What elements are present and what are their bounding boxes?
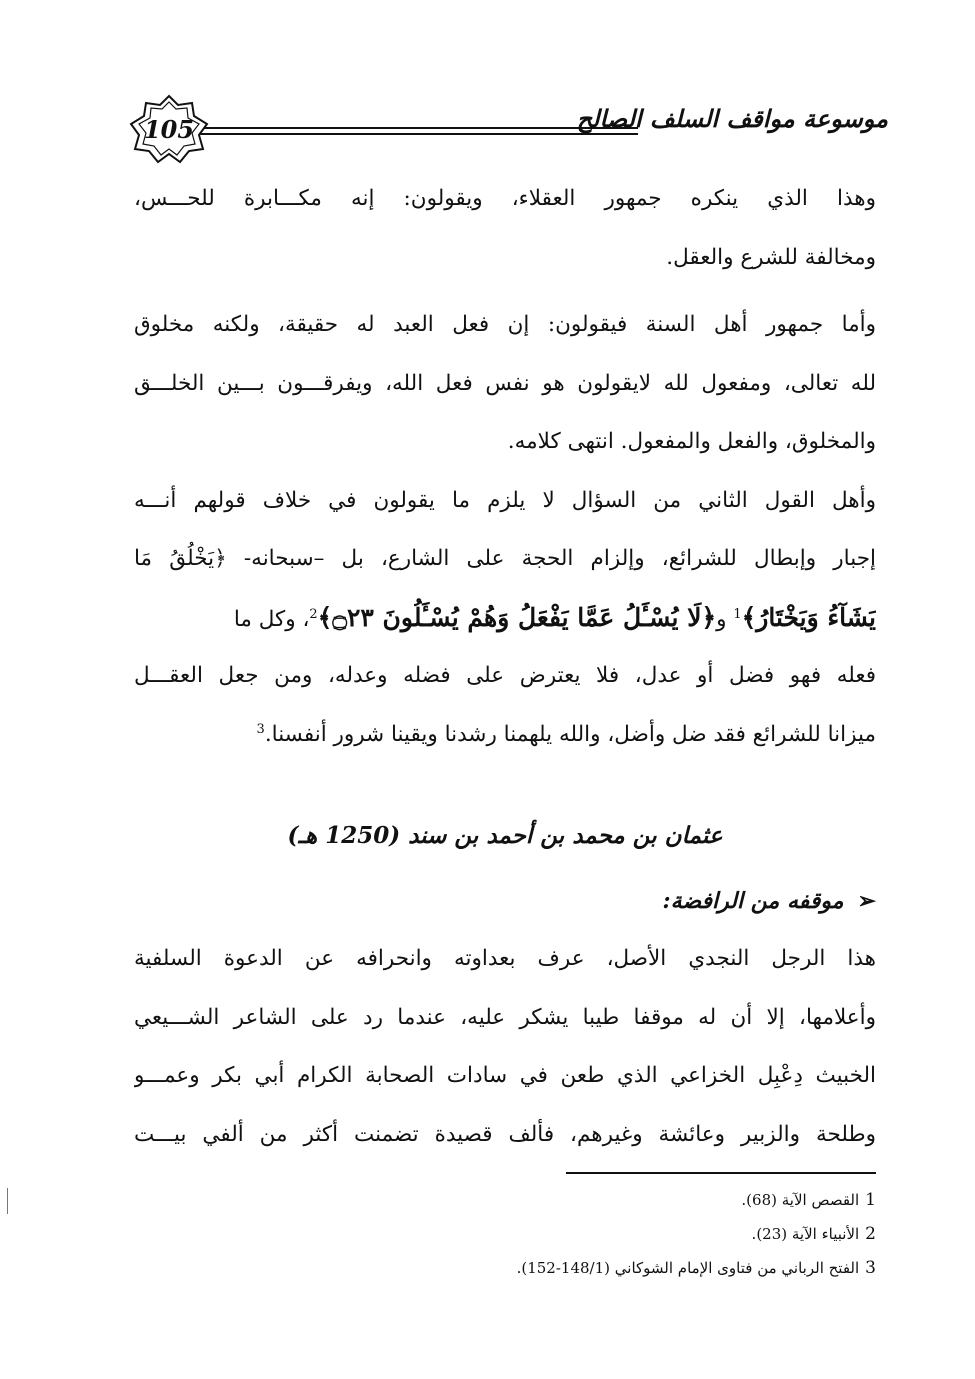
footnote-item (316, 1183, 876, 1217)
footnote-item (316, 1251, 876, 1285)
quran-verse: ﴿لَا يُسْـَٔلُ عَمَّا يَفْعَلُ وَهُمْ يُسْـَٔلُونَ ۝٢٣﴾ (317, 602, 717, 632)
text-line: وهذا الذي ينكره جمهور العقلاء، ويقولون: إنه مكـــابرة للحـــس، (134, 186, 876, 211)
text-line: وأما جمهور أهل السنة فيقولون: إن فعل العبد له حقيقة، ولكنه مخلوق (134, 312, 876, 337)
footnote-separator (566, 1172, 876, 1174)
footnote-number: 3 (865, 1258, 876, 1278)
footnote-text: القصص الآية (68). (741, 1191, 860, 1209)
page-number-badge (128, 94, 210, 164)
page-number: 105 (143, 115, 195, 144)
text-line: هذا الرجل النجدي الأصل، عرف بعداوته وانحرافه عن الدعوة السلفية (134, 946, 876, 971)
text-line-with-note (134, 706, 876, 765)
text-line: ومخالفة للشرع والعقل. (666, 244, 876, 270)
header-rule-top (194, 127, 638, 129)
footnote-number: 2 (865, 1224, 876, 1244)
text-line: وأهل القول الثاني من السؤال لا يلزم ما يقولون في خلاف قولهم أنـــه (134, 487, 876, 513)
subsection-label: موقفه من الرافضة: (662, 888, 844, 914)
scan-margin-mark (7, 1188, 8, 1214)
text-fragment: و (716, 606, 734, 632)
text-line: لله تعالى، ومفعول لله لايقولون هو نفس فعل الله، ويفرقـــون بـــين الخلـــق (134, 370, 876, 396)
footnotes (316, 1183, 876, 1285)
subsection-heading (663, 888, 876, 914)
book-title: موسوعة مواقف السلف الصالح (576, 104, 888, 133)
quran-verse: يَشَآءُ وَيَخْتَارُ﴾ (741, 602, 876, 632)
text-fragment: ميزانا للشرائع فقد ضل وأضل، والله يلهمنا رشدنا ويقينا شرور أنفسنا. (264, 721, 876, 747)
footnote-ref: 2 (309, 606, 318, 622)
section-heading: عثمان بن محمد بن أحمد بن سند (1250 هـ) (287, 822, 723, 849)
text-line: وأعلامها، إلا أن له موقفا طيبا يشكر عليه، عندما رد على الشاعر الشـــيعي (134, 1004, 876, 1030)
footnote-text: الفتح الرباني من فتاوى الإمام الشوكاني (148/1-152). (516, 1259, 860, 1277)
section-text (134, 930, 876, 1164)
text-fragment: ، وكل ما (233, 606, 310, 632)
quran-verse-line (134, 589, 876, 648)
footnote-ref: 3 (256, 721, 265, 737)
text-line: إجبار وإبطال للشرائع، وإلزام الحجة على الشارع، بل –سبحانه- ﴿يَخْلُقُ مَا (134, 546, 876, 571)
footnote-item (316, 1217, 876, 1251)
text-line: وطلحة والزبير وعائشة وغيرهم، فألف قصيدة تضمنت أكثر من ألفي بيـــت (134, 1121, 876, 1147)
text-line: الخبيث دِعْبِل الخزاعي الذي طعن في سادات الصحابة الكرام أبي بكر وعمـــو (134, 1063, 876, 1088)
footnote-number: 1 (865, 1190, 876, 1210)
main-text (134, 170, 876, 764)
arrow-bullet-icon: ➢ (857, 888, 876, 914)
footnote-text: الأنبياء الآية (23). (751, 1225, 860, 1243)
text-line: فعله فهو فضل أو عدل، فلا يعترض على فضله وعدله، ومن جعل العقـــل (134, 663, 876, 688)
text-line: والمخلوق، والفعل والمفعول. انتهى كلامه. (507, 429, 876, 454)
page-header (128, 92, 888, 174)
header-rule-bottom (194, 133, 638, 135)
footnote-ref: 1 (733, 606, 742, 622)
